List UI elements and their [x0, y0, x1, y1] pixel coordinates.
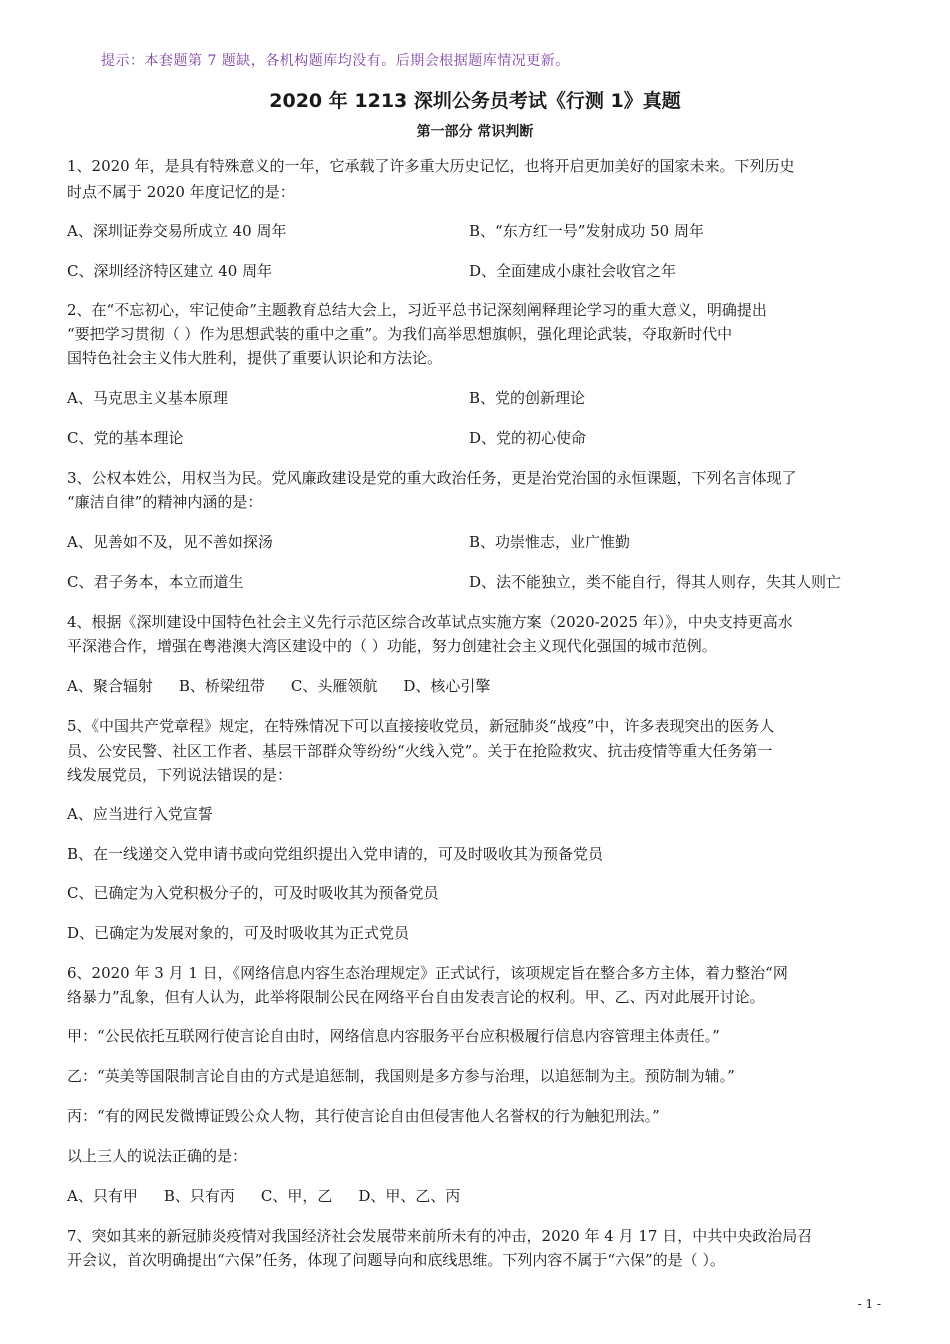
question-text-line: 平深港合作，增强在粤港澳大湾区建设中的（ ）功能，努力创建社会主义现代化强国的城市范例。	[67, 637, 717, 655]
question-text-line: 国特色社会主义伟大胜利，提供了重要认识论和方法论。	[67, 349, 443, 367]
statement-yi: 乙：“英美等国限制言论自由的方式是追惩制，我国则是多方参与治理，以追惩制为主。预防制为辅。”	[67, 1067, 735, 1085]
option-c: C、深圳经济特区建立 40 周年	[67, 262, 273, 280]
option-b: B、党的创新理论	[469, 389, 586, 407]
question-text-line: “要把学习贯彻（ ）作为思想武装的重中之重”。为我们高举思想旗帜，强化理论武装，夺取新时代中	[67, 325, 733, 343]
notice-line: 提示：本套题第 7 题缺，各机构题库均没有。后期会根据题库情况更新。	[101, 53, 570, 69]
page-number: - 1 -	[857, 1297, 881, 1311]
statement-bing: 丙：“有的网民发微博证毁公众人物，其行使言论自由但侵害他人名誉权的行为触犯刑法。”	[67, 1107, 660, 1125]
option-a: A、见善如不及，见不善如探汤	[67, 533, 273, 551]
option-d: D、核心引擎	[403, 677, 491, 695]
option-a: A、马克思主义基本原理	[67, 389, 228, 407]
option-b: B、“东方红一号”发射成功 50 周年	[469, 222, 704, 240]
question-text-line: 4、根据《深圳建设中国特色社会主义先行示范区综合改革试点实施方案（2020-2025 年）》，中央支持更高水	[67, 613, 793, 631]
option-d: D、已确定为发展对象的，可及时吸收其为正式党员	[67, 924, 410, 942]
option-a: A、只有甲	[67, 1187, 138, 1205]
question-text-line: 2、在“不忘初心，牢记使命”主题教育总结大会上，习近平总书记深刻阐释理论学习的重大意义，明确提出	[67, 301, 767, 319]
question-text-line: 3、公权本姓公，用权当为民。党风廉政建设是党的重大政治任务，更是治党治国的永恒课题，下列名言体现了	[67, 469, 797, 487]
question-text-line: 线发展党员，下列说法错误的是：	[67, 766, 293, 784]
section-heading: 第一部分 常识判断	[416, 124, 534, 140]
option-a: A、应当进行入党宣誓	[67, 805, 213, 823]
options-row	[67, 1185, 460, 1207]
statement-jia: 甲：“公民依托互联网行使言论自由时，网络信息内容服务平台应积极履行信息内容管理主体责任。”	[67, 1027, 720, 1045]
option-b: B、只有丙	[163, 1187, 235, 1205]
question-text-line: 1、2020 年，是具有特殊意义的一年，它承载了许多重大历史记忆，也将开启更加美好的国家未来。下列历史	[67, 157, 795, 175]
question-text-line: 6、2020 年 3 月 1 日，《网络信息内容生态治理规定》正式试行，该项规定旨在整合多方主体，着力整治“网	[67, 964, 788, 982]
option-b: B、桥梁纽带	[178, 677, 265, 695]
option-b: B、在一线递交入党申请书或向党组织提出入党申请的，可及时吸收其为预备党员	[67, 845, 604, 863]
option-a: A、深圳证券交易所成立 40 周年	[67, 222, 287, 240]
option-c: C、甲，乙	[260, 1187, 333, 1205]
page-title: 2020 年 1213 深圳公务员考试《行测 1》真题	[269, 90, 681, 112]
question-text-line: 5、《中国共产党章程》规定，在特殊情况下可以直接接收党员，新冠肺炎“战疫”中，许多表现突出的医务人	[67, 717, 775, 735]
option-c: C、头雁领航	[290, 677, 378, 695]
option-a: A、聚合辐射	[67, 677, 153, 695]
options-row	[67, 675, 490, 697]
question-prompt: 以上三人的说法正确的是：	[67, 1147, 248, 1165]
question-text-line: 开会议，首次明确提出“六保”任务，体现了问题导向和底线思维。下列内容不属于“六保”的是（ ）。	[67, 1251, 725, 1269]
question-text-line: “廉洁自律”的精神内涵的是：	[67, 493, 263, 511]
question-text-line: 7、突如其来的新冠肺炎疫情对我国经济社会发展带来前所未有的冲击，2020 年 4 月 17 日，中共中央政治局召	[67, 1227, 813, 1245]
option-c: C、君子务本，本立而道生	[67, 573, 244, 591]
option-b: B、功崇惟志，业广惟勤	[469, 533, 631, 551]
question-text-line: 员、公安民警、社区工作者、基层干部群众等纷纷“火线入党”。关于在抢险救灾、抗击疫情等重大任务第一	[67, 742, 773, 760]
option-d: D、甲、乙、丙	[358, 1187, 461, 1205]
option-c: C、已确定为入党积极分子的，可及时吸收其为预备党员	[67, 884, 439, 902]
option-d: D、全面建成小康社会收官之年	[469, 262, 677, 280]
option-c: C、党的基本理论	[67, 429, 184, 447]
question-text-line: 络暴力”乱象，但有人认为，此举将限制公民在网络平台自由发表言论的权利。甲、乙、丙对此展开讨论。	[67, 988, 765, 1006]
option-d: D、法不能独立，类不能自行，得其人则存，失其人则亡	[469, 573, 842, 591]
question-text-line: 时点不属于 2020 年度记忆的是：	[67, 183, 295, 201]
option-d: D、党的初心使命	[469, 429, 587, 447]
